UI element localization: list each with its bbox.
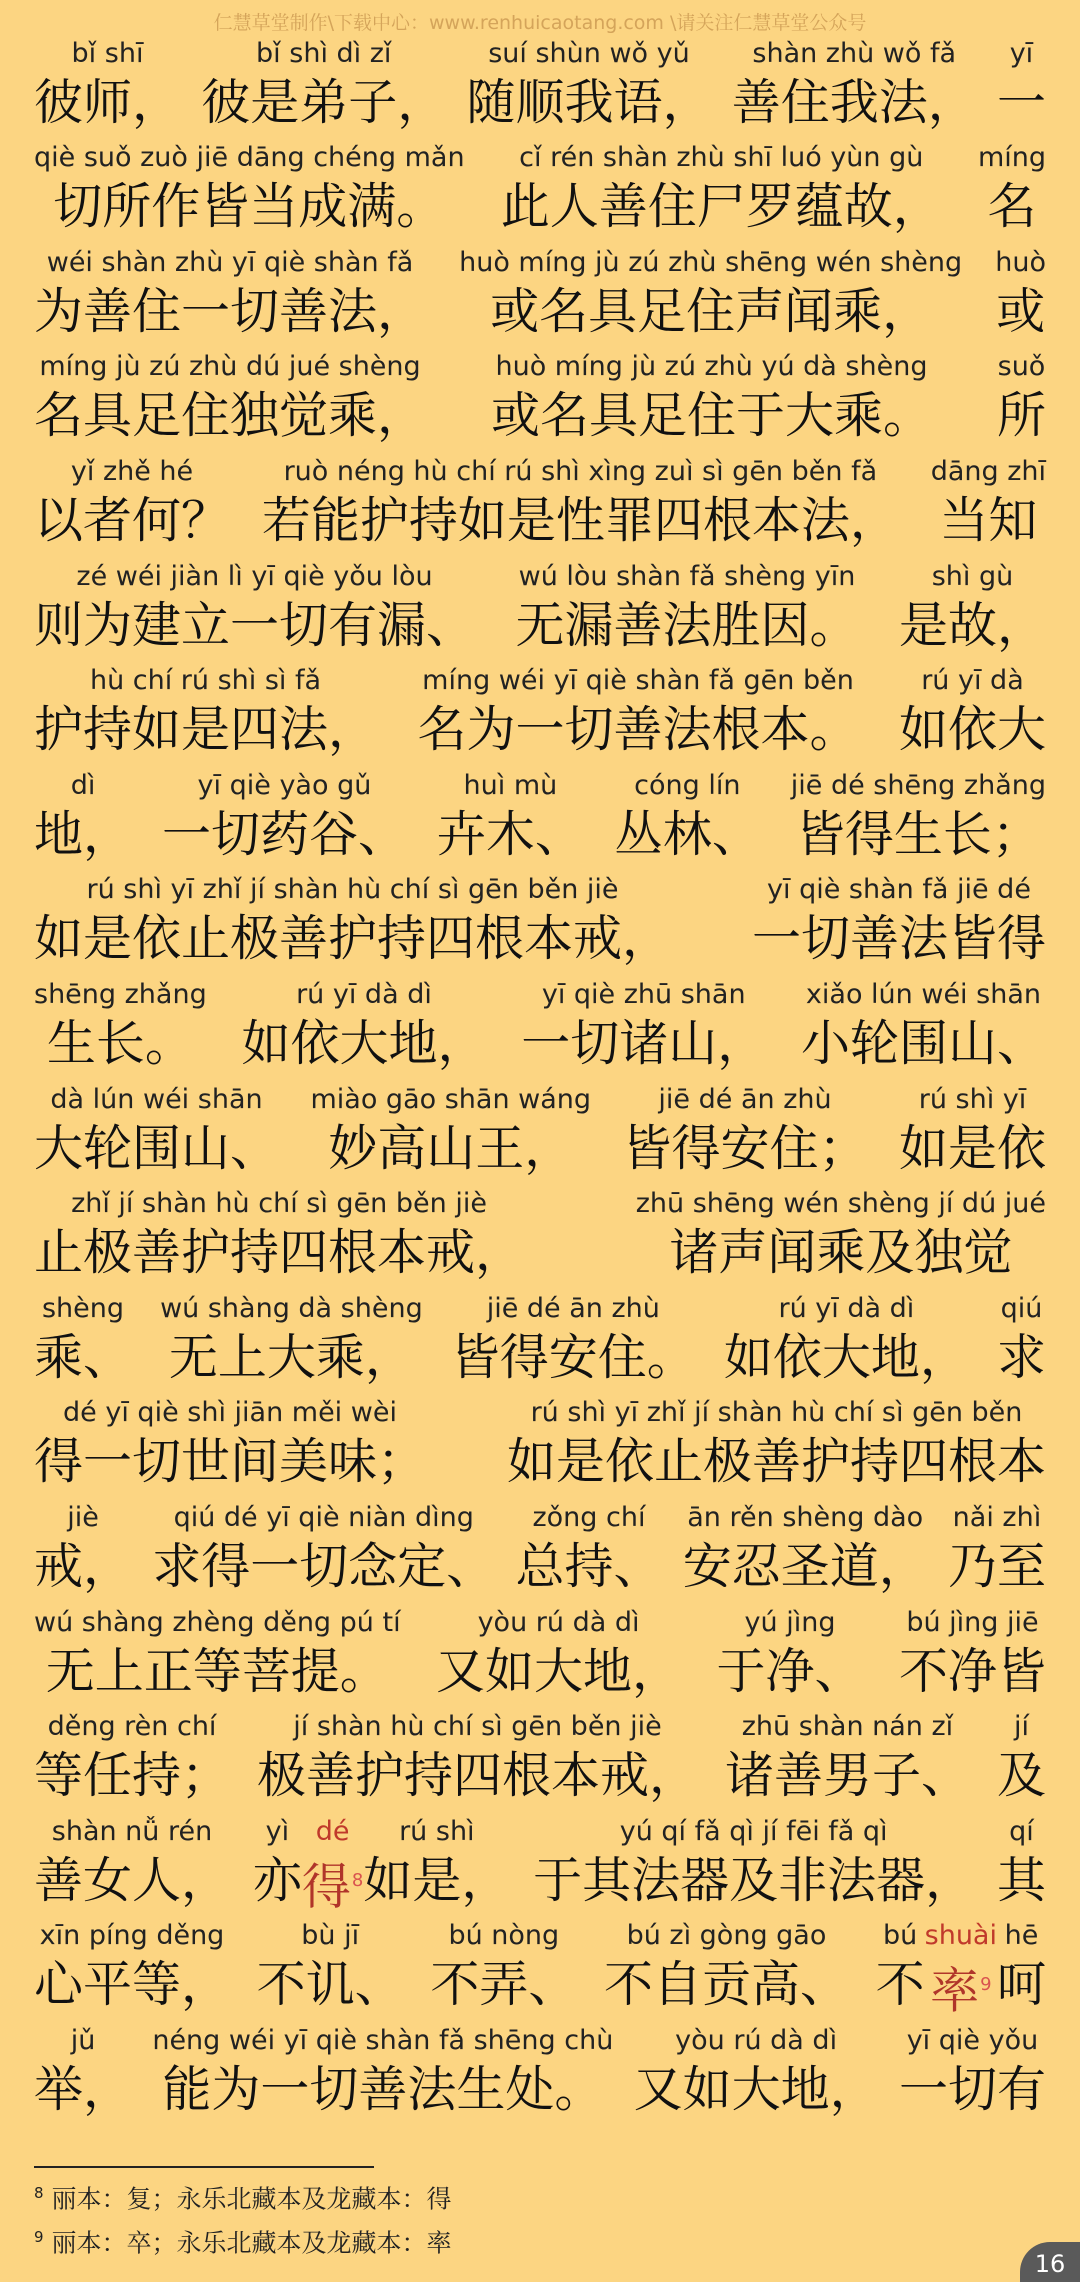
phrase: míng wéi yī qiè shàn fǎ gēn běn 名为一切善法根本。 xyxy=(417,665,859,759)
page-header: 仁慧草堂制作\下载中心：www.renhuicaotang.com \请关注仁慧草堂公众号 xyxy=(213,12,867,34)
phrase: xīn píng děng 心平等， xyxy=(34,1920,231,2014)
text-line xyxy=(34,971,1046,1076)
page-number: 16 xyxy=(1034,2250,1066,2278)
footnote-number: 8 xyxy=(34,2184,44,2202)
phrase: bǐ shì dì zǐ 彼是弟子， xyxy=(201,37,447,131)
text-line xyxy=(34,867,1046,972)
phrase: shèng 乘、 xyxy=(34,1292,133,1386)
text-line xyxy=(34,1494,1046,1599)
phrase: jǔ 举， xyxy=(34,2024,133,2118)
scripture-text xyxy=(34,30,1046,2122)
phrase: zǒng chí 总持、 xyxy=(515,1501,663,1595)
phrase: ruò néng hù chí rú shì xìng zuì sì gēn běn fǎ 若能护持如是性罪四根本法， xyxy=(261,455,899,549)
footnotes xyxy=(34,2174,452,2263)
phrase: qí 其 xyxy=(996,1815,1046,1909)
text-line xyxy=(34,239,1046,344)
footnote-item xyxy=(34,2218,452,2262)
text-line xyxy=(34,1599,1046,1704)
phrase: yòu rú dà dì 又如大地， xyxy=(436,1606,682,1700)
phrase: yòu rú dà dì 又如大地， xyxy=(633,2024,879,2118)
phrase: bú zì gòng gāo 不自贡高、 xyxy=(603,1920,849,2014)
text-line xyxy=(34,1913,1046,2018)
phrase: shì gù 是故， xyxy=(898,560,1046,654)
phrase: yī qiè shàn fǎ jiē dé 一切善法皆得 xyxy=(751,874,1046,968)
phrase: jiē dé ān zhù 皆得安住。 xyxy=(450,1292,696,1386)
phrase: huò míng jù zú zhù shēng wén shèng 或名具足住声闻乘， xyxy=(459,246,963,340)
page-number-badge xyxy=(1020,2242,1080,2282)
variant-character: dé 得$^8$ xyxy=(301,1815,364,1916)
phrase: zhū shàn nán zǐ 诸善男子、 xyxy=(724,1711,970,1805)
text-line xyxy=(34,1808,1046,1916)
phrase: rú yī dà 如依大 xyxy=(898,665,1046,759)
phrase: dà lún wéi shān 大轮围山、 xyxy=(34,1083,280,1177)
phrase: míng 名 xyxy=(977,142,1046,236)
phrase: zé wéi jiàn lì yī qiè yǒu lòu 则为建立一切有漏、 xyxy=(34,560,476,654)
phrase: yī qiè yào gǔ 一切药谷、 xyxy=(161,769,407,863)
footnote-text: 丽本：复；永乐北藏本及龙藏本：得 xyxy=(51,2184,452,2214)
phrase: rú yī dà dì 如依大地， xyxy=(241,978,487,1072)
text-line xyxy=(34,448,1046,553)
phrase: hù chí rú shì sì fǎ 护持如是四法， xyxy=(34,665,378,759)
phrase: xiǎo lún wéi shān 小轮围山、 xyxy=(800,978,1046,1072)
footnote-text: 丽本：卒；永乐北藏本及龙藏本：率 xyxy=(51,2228,452,2258)
phrase: suí shùn wǒ yǔ 随顺我语， xyxy=(466,37,712,131)
phrase: děng rèn chí 等任持； xyxy=(34,1711,231,1805)
text-line xyxy=(34,1390,1046,1495)
phrase: wú lòu shàn fǎ shèng yīn 无漏善法胜因。 xyxy=(515,560,859,654)
phrase: dì 地， xyxy=(34,769,133,863)
phrase: jí 及 xyxy=(996,1711,1046,1805)
phrase: dāng zhī 当知 xyxy=(930,455,1046,549)
text-line xyxy=(34,2017,1046,2122)
footnote-number: 9 xyxy=(34,2228,44,2247)
text-line xyxy=(34,1285,1046,1390)
footnote-item xyxy=(34,2174,452,2218)
phrase: wéi shàn zhù yī qiè shàn fǎ 为善住一切善法， xyxy=(34,246,427,340)
text-line xyxy=(34,1076,1046,1181)
phrase: jiē dé shēng zhǎng 皆得生长； xyxy=(790,769,1046,863)
phrase: cǐ rén shàn zhù shī luó yùn gù 此人善住尸罗蕴故， xyxy=(500,142,942,236)
phrase: rú shì yī 如是依 xyxy=(898,1083,1046,1177)
text-line xyxy=(34,344,1046,449)
phrase: wú shàng zhèng děng pú tí 无上正等菩提。 xyxy=(34,1606,401,1700)
phrase: wú shàng dà shèng 无上大乘， xyxy=(160,1292,423,1386)
phrase xyxy=(875,1919,1046,2020)
phrase: bú jìng jiē 不净皆 xyxy=(898,1606,1046,1700)
phrase: shēng zhǎng 生长。 xyxy=(34,978,207,1072)
phrase: yī qiè zhū shān 一切诸山， xyxy=(521,978,767,1072)
text-line xyxy=(34,1181,1046,1286)
variant-character: shuài 率$^9$ xyxy=(924,1920,997,2020)
phrase: qiú dé yī qiè niàn dìng 求得一切念定、 xyxy=(152,1501,496,1595)
phrase: bú 不 xyxy=(875,1920,925,2014)
phrase: nǎi zhì 乃至 xyxy=(947,1501,1046,1595)
text-line xyxy=(34,135,1046,240)
phrase: dé yī qiè shì jiān měi wèi 得一切世间美味； xyxy=(34,1397,427,1491)
phrase: zhū shēng wén shèng jí dú jué 诸声闻乘及独觉 xyxy=(635,1188,1046,1282)
phrase: suǒ 所 xyxy=(996,351,1046,445)
footnote-marker[interactable]: 9 xyxy=(980,1974,992,1996)
phrase: jiē dé ān zhù 皆得安住； xyxy=(622,1083,868,1177)
phrase: bù jī 不讥、 xyxy=(256,1920,404,2014)
phrase: yī qiè yǒu 一切有 xyxy=(898,2024,1046,2118)
phrase: qiú 求 xyxy=(996,1292,1046,1386)
phrase: huò míng jù zú zhù yú dà shèng 或名具足住于大乘。 xyxy=(490,351,932,445)
footnote-marker[interactable]: 8 xyxy=(351,1869,364,1891)
text-line xyxy=(34,658,1046,763)
phrase: qiè suǒ zuò jiē dāng chéng mǎn 切所作皆当成满。 xyxy=(34,142,465,236)
text-line xyxy=(34,762,1046,867)
phrase: bǐ shī 彼师， xyxy=(34,37,182,131)
phrase: yī 一 xyxy=(996,37,1046,131)
phrase: yǐ zhě hé 以者何？ xyxy=(34,455,231,549)
phrase: zhǐ jí shàn hù chí sì gēn běn jiè 止极善护持四根本戒， xyxy=(34,1188,525,1282)
text-line xyxy=(34,553,1046,658)
phrase: ān rěn shèng dào 安忍圣道， xyxy=(682,1501,928,1595)
phrase: rú shì yī zhǐ jí shàn hù chí sì gēn běn jiè 如是依止极善护持四根本戒， xyxy=(34,874,672,968)
phrase: míng jù zú zhù dú jué shèng 名具足住独觉乘， xyxy=(34,351,427,445)
phrase: rú yī dà dì 如依大地， xyxy=(723,1292,969,1386)
phrase: huì mù 卉木、 xyxy=(436,769,584,863)
footnote-divider xyxy=(34,2166,374,2168)
phrase: jí shàn hù chí sì gēn běn jiè 极善护持四根本戒， xyxy=(256,1711,698,1805)
phrase: bú nòng 不弄、 xyxy=(430,1920,578,2014)
phrase xyxy=(252,1815,511,1916)
phrase: yì 亦 xyxy=(252,1815,302,1909)
phrase: jiè 戒， xyxy=(34,1501,133,1595)
phrase: rú shì yī zhǐ jí shàn hù chí sì gēn běn 如是依止极善护持四根本 xyxy=(506,1397,1046,1491)
text-line xyxy=(34,1704,1046,1809)
phrase: shàn zhù wǒ fǎ 善住我法， xyxy=(731,37,977,131)
phrase: yú jìng 于净、 xyxy=(716,1606,864,1700)
phrase: huò 或 xyxy=(995,246,1046,340)
text-line xyxy=(34,30,1046,135)
phrase: shàn nǚ rén 善女人， xyxy=(34,1815,231,1909)
phrase: yú qí fǎ qì jí fēi fǎ qì 于其法器及非法器， xyxy=(533,1815,975,1909)
phrase: néng wéi yī qiè shàn fǎ shēng chù 能为一切善法生处。 xyxy=(152,2024,614,2118)
phrase: hē 呵 xyxy=(996,1920,1046,2014)
phrase: miào gāo shān wáng 妙高山王， xyxy=(310,1083,592,1177)
phrase: cóng lín 丛林、 xyxy=(613,769,761,863)
phrase: rú shì 如是， xyxy=(363,1815,511,1909)
